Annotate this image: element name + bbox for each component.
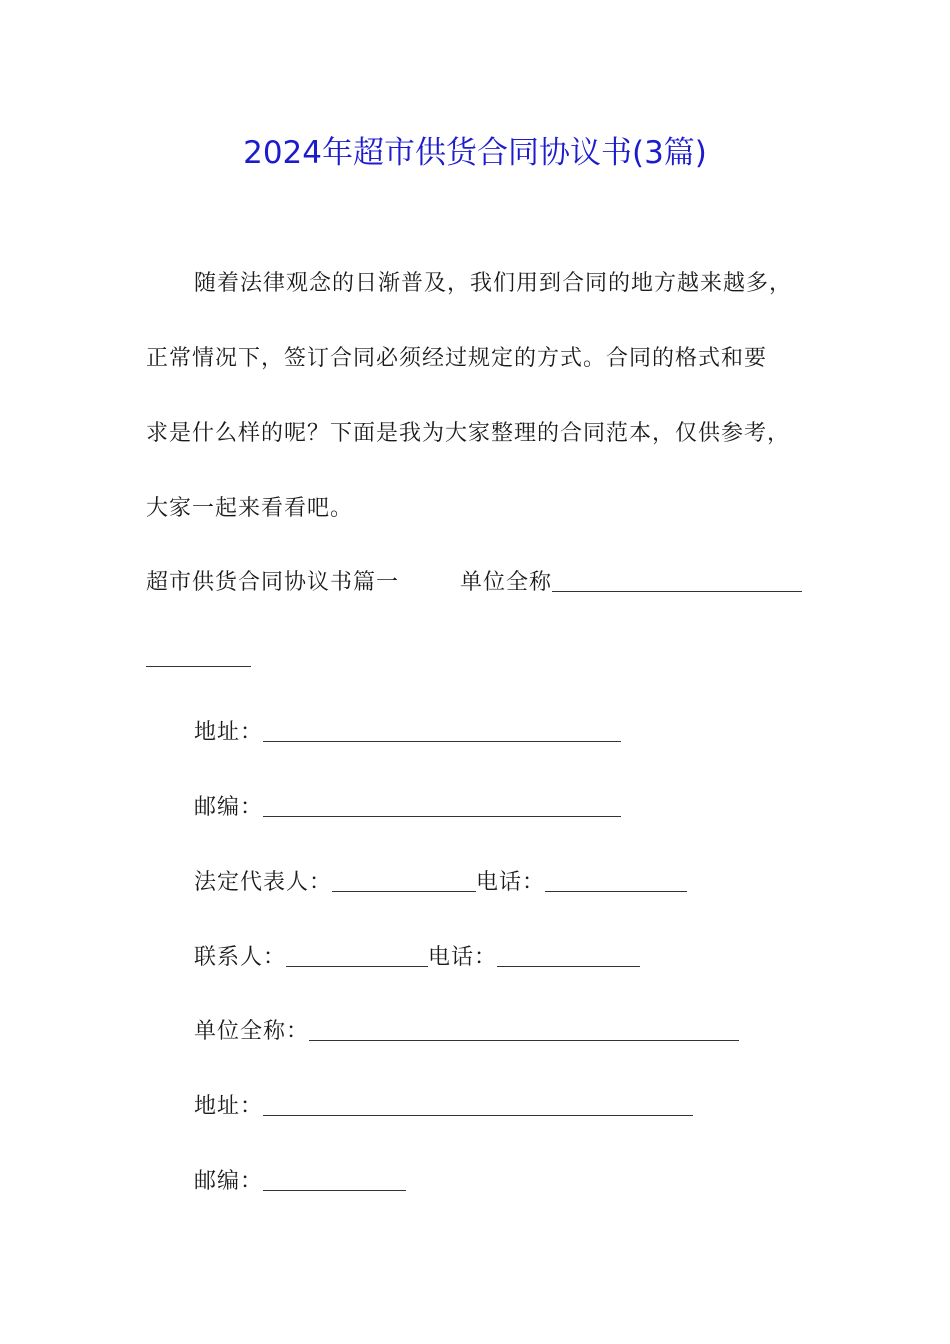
intro-line-1: 随着法律观念的日渐普及，我们用到合同的地方越来越多， <box>194 271 793 296</box>
intro-line-2: 正常情况下，签订合同必须经过规定的方式。合同的格式和要 <box>146 346 768 371</box>
contact-blank[interactable] <box>286 942 428 967</box>
address-label-2: 地址： <box>194 1094 264 1119</box>
phone-label-1: 电话： <box>476 870 546 895</box>
document-title: 2024年超市供货合同协议书(3篇) <box>243 135 707 171</box>
postcode-label-2: 邮编： <box>194 1169 264 1194</box>
legal-rep-row <box>194 865 687 901</box>
legal-rep-label: 法定代表人： <box>194 870 333 895</box>
phone-label-2: 电话： <box>428 945 498 970</box>
contact-row <box>194 940 640 976</box>
company-name-label-2: 单位全称： <box>194 1019 310 1044</box>
postcode-row-2 <box>194 1164 406 1200</box>
company-name-row-1 <box>460 565 802 601</box>
company-name-label-1: 单位全称 <box>460 570 553 595</box>
postcode-label-1: 邮编： <box>194 795 264 820</box>
contact-label: 联系人： <box>194 945 287 970</box>
company-name-blank-1[interactable] <box>552 567 802 592</box>
address-blank-2[interactable] <box>263 1091 693 1116</box>
company-name-row-2 <box>194 1014 739 1050</box>
postcode-blank-2[interactable] <box>263 1166 406 1191</box>
address-row-2 <box>194 1089 693 1125</box>
phone-blank-1[interactable] <box>545 867 687 892</box>
company-name-blank-1-cont[interactable] <box>146 642 251 667</box>
address-row-1 <box>194 715 621 751</box>
phone-blank-2[interactable] <box>497 942 640 967</box>
legal-rep-blank[interactable] <box>332 867 476 892</box>
company-name-continuation <box>146 640 251 676</box>
section-heading-row <box>146 565 399 601</box>
intro-line-3: 求是什么样的呢？下面是我为大家整理的合同范本，仅供参考， <box>146 421 791 446</box>
postcode-blank-1[interactable] <box>263 792 621 817</box>
section-heading: 超市供货合同协议书篇一 <box>146 570 400 595</box>
postcode-row-1 <box>194 790 621 826</box>
address-blank-1[interactable] <box>263 717 621 742</box>
address-label-1: 地址： <box>194 720 264 745</box>
intro-line-4: 大家一起来看看吧。 <box>146 496 354 521</box>
company-name-blank-2[interactable] <box>309 1016 739 1041</box>
